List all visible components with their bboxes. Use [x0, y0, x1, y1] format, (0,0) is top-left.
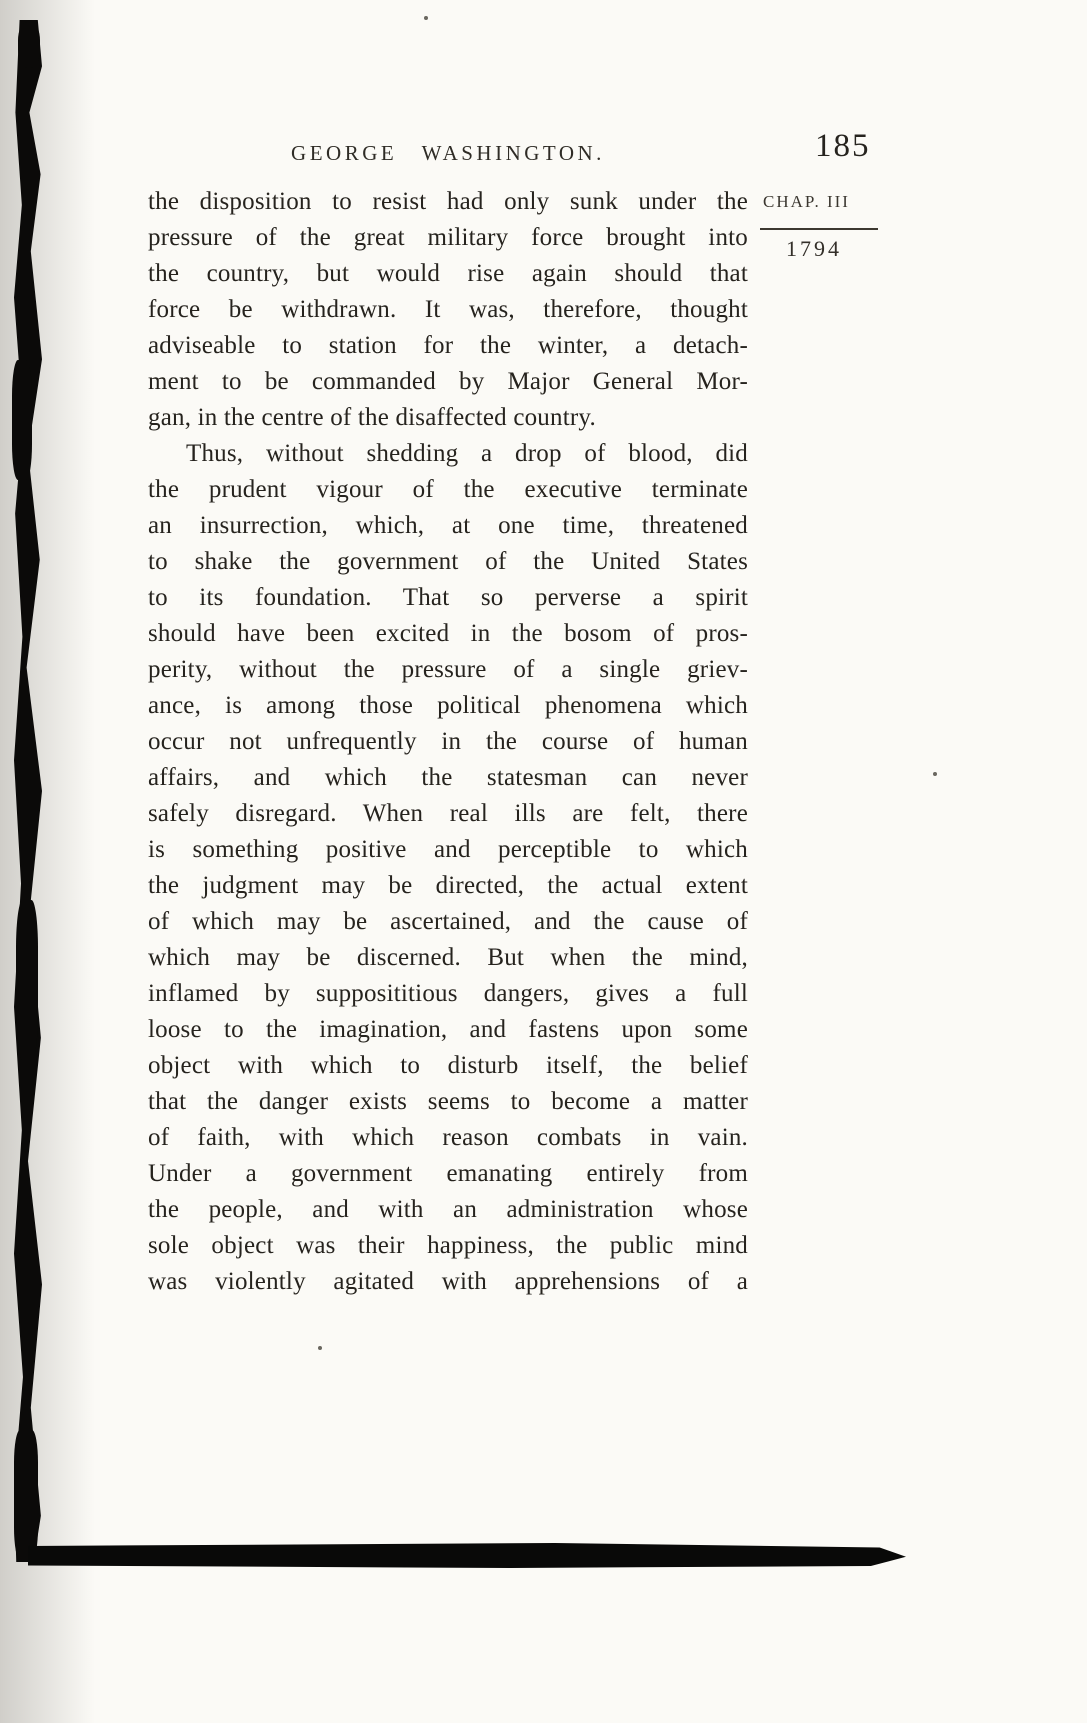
text-line: Thus, without shedding a drop of blood, did	[186, 440, 748, 467]
text-line: to shake the government of the United States	[148, 548, 748, 575]
scan-blot	[12, 360, 32, 480]
margin-chapter-note: CHAP. III	[763, 192, 850, 211]
text-line: safely disregard. When real ills are felt, there	[148, 800, 748, 827]
text-line: the prudent vigour of the executive terminate	[148, 476, 748, 503]
text-line: the people, and with an administration whose	[148, 1196, 748, 1223]
text-line: should have been excited in the bosom of pros-	[148, 620, 748, 647]
scan-blot	[18, 22, 40, 68]
margin-rule	[760, 228, 878, 230]
text-line: an insurrection, which, at one time, threatened	[148, 512, 748, 539]
text-line: the disposition to resist had only sunk under the	[148, 188, 748, 215]
text-line: the country, but would rise again should that	[148, 260, 748, 287]
scan-dot	[933, 772, 937, 776]
text-line: loose to the imagination, and fastens upon some	[148, 1016, 748, 1043]
text-line: ance, is among those political phenomena which	[148, 692, 748, 719]
text-line: the judgment may be directed, the actual extent	[148, 872, 748, 899]
text-line: adviseable to station for the winter, a detach-	[148, 332, 748, 359]
text-line: force be withdrawn. It was, therefore, thought	[148, 296, 748, 323]
scan-dot	[424, 16, 428, 20]
text-line: gan, in the centre of the disaffected country.	[148, 404, 596, 431]
text-line: sole object was their happiness, the public mind	[148, 1232, 748, 1259]
scan-dot	[318, 1346, 322, 1350]
binding-edge-band	[14, 20, 42, 1562]
text-line: is something positive and perceptible to which	[148, 836, 748, 863]
text-line: inflamed by supposititious dangers, gives a full	[148, 980, 748, 1007]
text-line: Under a government emanating entirely from	[148, 1160, 748, 1187]
margin-year-note: 1794	[786, 236, 842, 261]
text-line: occur not unfrequently in the course of human	[148, 728, 748, 755]
text-line: perity, without the pressure of a single griev-	[148, 656, 748, 683]
page-number: 185	[815, 128, 871, 164]
text-block	[148, 184, 748, 1300]
text-line: pressure of the great military force brought into	[148, 224, 748, 251]
text-line: was violently agitated with apprehensions of a	[148, 1268, 748, 1295]
text-line: which may be discerned. But when the mind,	[148, 944, 748, 971]
scan-blot	[16, 900, 38, 1060]
scan-blot	[14, 1430, 38, 1560]
running-title: GEORGE WASHINGTON.	[291, 141, 605, 165]
text-line: to its foundation. That so perverse a spirit	[148, 584, 748, 611]
text-line: object with which to disturb itself, the belief	[148, 1052, 748, 1079]
text-line: of which may be ascertained, and the cause of	[148, 908, 748, 935]
text-line: of faith, with which reason combats in vain.	[148, 1124, 748, 1151]
text-line: ment to be commanded by Major General Mor-	[148, 368, 748, 395]
text-line: affairs, and which the statesman can never	[148, 764, 748, 791]
scan-artifact-bar	[28, 1543, 906, 1568]
text-line: that the danger exists seems to become a matter	[148, 1088, 748, 1115]
